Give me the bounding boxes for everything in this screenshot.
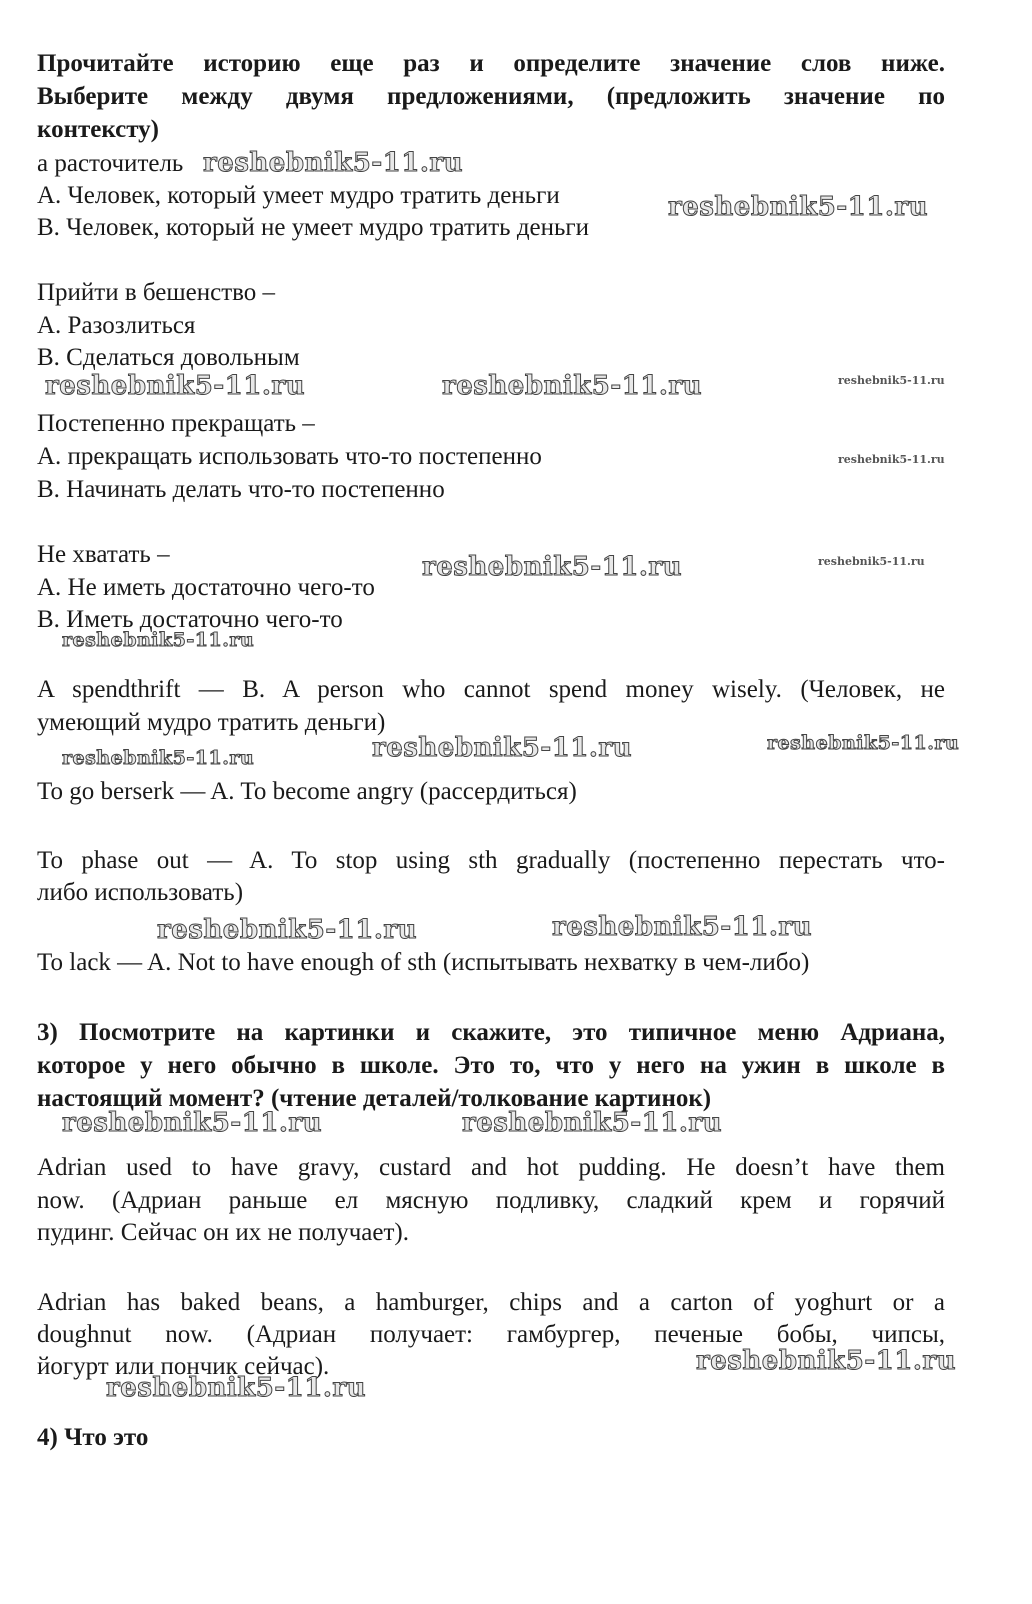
watermark: reshebnik5-11.ru bbox=[767, 732, 960, 754]
question-3-option-a: А. прекращать использовать что-то постепенно bbox=[37, 443, 542, 470]
question-2-option-a: А. Разозлиться bbox=[37, 312, 196, 339]
watermark: reshebnik5-11.ru bbox=[157, 915, 418, 945]
paragraph-2-line-3: йогурт или пончик сейчас). bbox=[37, 1353, 330, 1380]
paragraph-2-line-2: doughnut now. (Адриан получает: гамбургер, печеные бобы, чипсы, bbox=[37, 1321, 945, 1348]
section-2-heading-line-3: контексту) bbox=[37, 116, 160, 143]
watermark: reshebnik5-11.ru bbox=[442, 371, 703, 401]
watermark: reshebnik5-11.ru bbox=[462, 1108, 723, 1138]
answer-1-line-1: A spendthrift — B. A person who cannot spend money wisely. (Человек, не bbox=[37, 676, 945, 703]
watermark: reshebnik5-11.ru bbox=[62, 1108, 323, 1138]
watermark: reshebnik5-11.ru bbox=[372, 733, 633, 763]
question-3-term: Постепенно прекращать – bbox=[37, 410, 315, 437]
answer-1-line-2: умеющий мудро тратить деньги) bbox=[37, 709, 386, 736]
watermark: reshebnik5-11.ru bbox=[203, 148, 464, 178]
answer-3-line-2: либо использовать) bbox=[37, 879, 244, 906]
question-4-option-a: А. Не иметь достаточно чего-то bbox=[37, 574, 375, 601]
question-1-term: а расточитель bbox=[37, 150, 184, 177]
section-3-heading-line-2: которое у него обычно в школе. Это то, что у него на ужин в школе в bbox=[37, 1052, 945, 1079]
watermark: reshebnik5-11.ru bbox=[838, 374, 945, 387]
answer-3-line-1: To phase out — A. To stop using sth gradually (постепенно перестать что- bbox=[37, 847, 945, 874]
question-3-option-b: В. Начинать делать что-то постепенно bbox=[37, 476, 445, 503]
question-4-option-b: В. Иметь достаточно чего-то bbox=[37, 606, 343, 633]
watermark: reshebnik5-11.ru bbox=[422, 552, 683, 582]
watermark: reshebnik5-11.ru bbox=[45, 371, 306, 401]
watermark: reshebnik5-11.ru bbox=[668, 192, 929, 222]
section-2-heading-line-2: Выберите между двумя предложениями, (предложить значение по bbox=[37, 83, 945, 110]
watermark: reshebnik5-11.ru bbox=[818, 555, 925, 568]
question-2-term: Прийти в бешенство – bbox=[37, 279, 276, 306]
watermark: reshebnik5-11.ru bbox=[552, 912, 813, 942]
paragraph-1-line-1: Adrian used to have gravy, custard and hot pudding. He doesn’t have them bbox=[37, 1154, 945, 1181]
watermark: reshebnik5-11.ru bbox=[62, 747, 255, 769]
paragraph-1-line-3: пудинг. Сейчас он их не получает). bbox=[37, 1219, 409, 1246]
question-4-term: Не хватать – bbox=[37, 541, 170, 568]
answer-2-line-1: To go berserk — A. To become angry (рассердиться) bbox=[37, 778, 577, 805]
section-3-heading-line-1: 3) Посмотрите на картинки и скажите, это типичное меню Адриана, bbox=[37, 1019, 945, 1046]
paragraph-1-line-2: now. (Адриан раньше ел мясную подливку, сладкий крем и горячий bbox=[37, 1187, 945, 1214]
paragraph-2-line-1: Adrian has baked beans, a hamburger, chips and a carton of yoghurt or a bbox=[37, 1289, 945, 1316]
answer-4-line-1: To lack — A. Not to have enough of sth (испытывать нехватку в чем-либо) bbox=[37, 949, 810, 976]
question-2-option-b: В. Сделаться довольным bbox=[37, 344, 300, 371]
watermark: reshebnik5-11.ru bbox=[696, 1346, 957, 1376]
question-1-option-b: В. Человек, который не умеет мудро тратить деньги bbox=[37, 214, 590, 241]
section-4-heading: 4) Что это bbox=[37, 1424, 149, 1451]
watermark: reshebnik5-11.ru bbox=[106, 1373, 367, 1403]
watermark: reshebnik5-11.ru bbox=[62, 629, 255, 651]
question-1-option-a: А. Человек, который умеет мудро тратить деньги bbox=[37, 182, 560, 209]
section-2-heading-line-1: Прочитайте историю еще раз и определите значение слов ниже. bbox=[37, 50, 945, 77]
section-3-heading-line-3: настоящий момент? (чтение деталей/толкование картинок) bbox=[37, 1085, 712, 1112]
watermark: reshebnik5-11.ru bbox=[838, 453, 945, 466]
